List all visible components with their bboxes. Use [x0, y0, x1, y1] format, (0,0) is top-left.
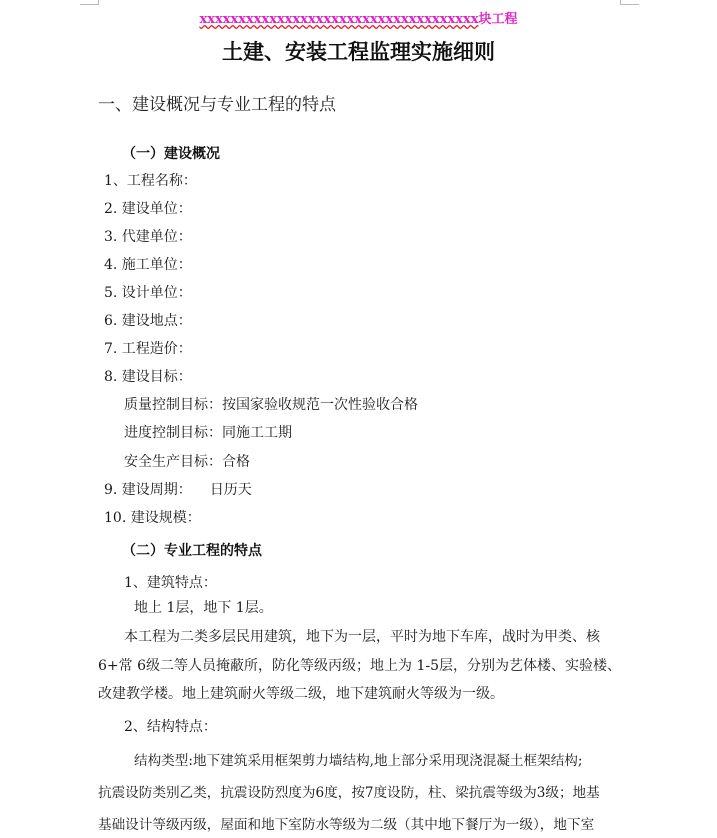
struct-para-line-2: 抗震设防类别乙类，抗震设防烈度为6度，按7度设防，柱、梁抗震等级为3级；地基 — [98, 785, 600, 801]
goal-quality: 质量控制目标：按国家验收规范一次性验收合格 — [124, 397, 418, 413]
page-corner-mark-right — [620, 0, 639, 5]
header-suffix: 块工程 — [478, 12, 518, 27]
arch-para-line-1: 本工程为二类多层民用建筑，地下为一层，平时为地下车库，战时为甲类、核 — [124, 629, 600, 645]
item-cost: 7. 工程造价： — [104, 341, 192, 357]
item-project-name: 1、工程名称： — [104, 173, 197, 189]
struct-para-line-1: 结构类型:地下建筑采用框架剪力墙结构,地上部分采用现浇混凝土框架结构; — [134, 753, 583, 769]
document-title: 土建、安装工程监理实施细则 — [222, 39, 495, 64]
arch-floors: 地上 1层，地下 1层。 — [134, 600, 273, 616]
header-placeholder: xxxxxxxxxxxxxxxxxxxxxxxxxxxxxxxxxxxx — [199, 12, 479, 27]
item-client: 2. 建设单位： — [104, 201, 192, 217]
item-goals: 8. 建设目标： — [104, 369, 192, 385]
subheading-features: （二）专业工程的特点 — [122, 543, 262, 559]
struct-para-line-3: 基础设计等级丙级，屋面和地下室防水等级为二级（其中地下餐厅为一级），地下室 — [98, 817, 595, 833]
item-agent: 3. 代建单位： — [104, 229, 192, 245]
arch-para-line-3: 改建教学楼。地上建筑耐火等级二级，地下建筑耐火等级为一级。 — [98, 686, 504, 702]
arch-para-line-2: 6+常 6级二等人员掩蔽所，防化等级丙级；地上为 1-5层，分别为艺体楼、实验楼、 — [98, 658, 621, 674]
item-contractor: 4. 施工单位： — [104, 257, 192, 273]
item-duration-value: 日历天 — [209, 482, 252, 498]
section-heading-1: 一、建设概况与专业工程的特点 — [98, 95, 336, 115]
page-header — [0, 8, 717, 27]
item-duration-label: 9. 建设周期： — [104, 482, 192, 498]
arch-features-title: 1、建筑特点： — [124, 575, 217, 591]
item-location: 6. 建设地点： — [104, 313, 192, 329]
goal-schedule: 进度控制目标：同施工工期 — [124, 425, 292, 441]
item-designer: 5. 设计单位： — [104, 285, 192, 301]
item-scale: 10. 建设规模： — [104, 510, 201, 526]
subheading-overview: （一）建设概况 — [122, 146, 220, 162]
goal-safety: 安全生产目标：合格 — [124, 454, 250, 470]
item-duration — [104, 479, 252, 499]
struct-features-title: 2、结构特点： — [124, 719, 217, 735]
page-corner-mark-left — [80, 0, 99, 5]
